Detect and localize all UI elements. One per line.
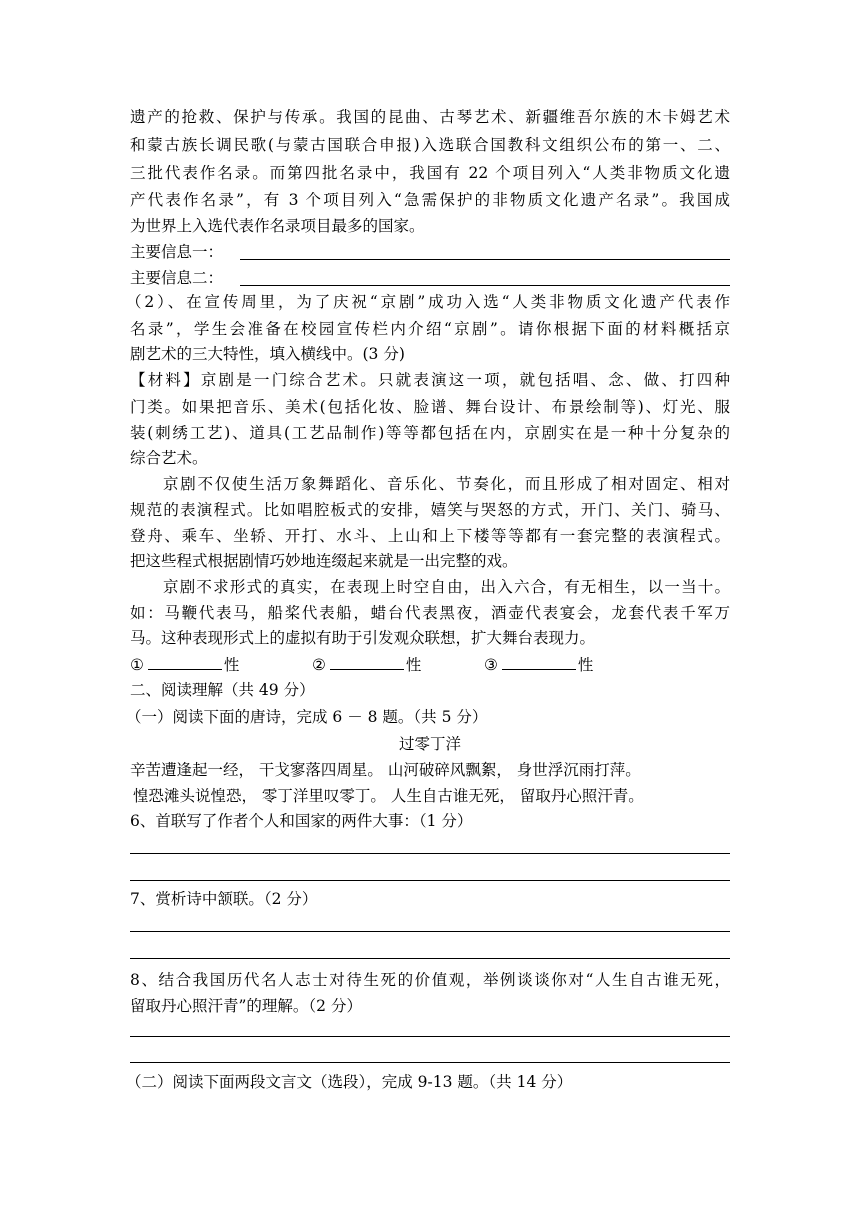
blank-number: ② (312, 656, 326, 674)
material-line-3: 装(刺绣工艺)、道具(工艺品制作)等等都包括在内，京剧实在是一种十分复杂的 (130, 424, 730, 442)
blank-suffix: 性 (223, 656, 240, 674)
q2-line-2: 名录”，学生会准备在校园宣传栏内介绍“京剧”。请你根据下面的材料概括京 (130, 320, 730, 338)
intro-line-4: 产代表作名录”，有 3 个项目列入“急需保护的非物质文化遗产名录”。我国成 (130, 191, 730, 209)
info2-answer-line[interactable] (240, 285, 730, 286)
intro-line-3: 三批代表作名录。而第四批名录中，我国有 22 个项目列入“人类非物质文化遗 (130, 164, 730, 182)
poem-line-2: 惶恐滩头说惶恐， 零丁洋里叹零丁。 人生自古谁无死， 留取丹心照汗青。 (133, 787, 644, 805)
blank-item-3 (484, 655, 593, 675)
q7-answer-line-1[interactable] (130, 931, 730, 932)
q6-text: 6、首联写了作者个人和国家的两件大事：（1 分） (130, 812, 473, 830)
q7-text: 7、赏析诗中颔联。（2 分） (130, 890, 318, 908)
info2-label: 主要信息二： (130, 269, 224, 287)
section2-title: 二、阅读理解（共 49 分） (130, 681, 315, 699)
q8-answer-line-2[interactable] (130, 1062, 730, 1063)
intro-line-5: 为世界上入选代表作名录项目最多的国家。 (130, 217, 425, 235)
blank-number: ① (130, 656, 144, 674)
q8-line-1: 8、结合我国历代名人志士对待生死的价值观，举例谈谈你对“人生自古谁无死， (130, 971, 730, 989)
intro-line-2: 和蒙古族长调民歌(与蒙古国联合申报)入选联合国教科文组织公布的第一、二、 (130, 136, 730, 154)
q8-line-2: 留取丹心照汗青”的理解。（2 分） (130, 997, 362, 1015)
blank-item-1 (130, 655, 239, 675)
info1-answer-line[interactable] (240, 259, 730, 260)
material-line-4: 综合艺术。 (130, 449, 208, 467)
para3-line-3: 马。这种表现形式上的虚拟有助于引发观众联想，扩大舞台表现力。 (130, 629, 596, 647)
para2-line-4: 把这些程式根据剧情巧妙地连缀起来就是一出完整的戏。 (130, 552, 518, 570)
q6-answer-line-2[interactable] (130, 880, 730, 881)
para2-line-3: 登舟、乘车、坐轿、开打、水斗、上山和上下楼等等都有一套完整的表演程式。 (130, 527, 730, 545)
blank-answer-field[interactable] (330, 655, 404, 670)
poem-line-1: 辛苦遭逢起一经， 干戈寥落四周星。 山河破碎风飘絮， 身世浮沉雨打萍。 (130, 761, 641, 779)
para2-line-2: 规范的表演程式。比如唱腔板式的安排，嬉笑与哭怒的方式，开门、关门、骑马、 (130, 501, 730, 519)
para2-line-1: 京剧不仅使生活万象舞蹈化、音乐化、节奏化，而且形成了相对固定、相对 (163, 475, 730, 493)
info1-label: 主要信息一： (130, 243, 224, 261)
part1-title: （一）阅读下面的唐诗，完成 6 － 8 题。（共 5 分） (126, 708, 488, 726)
blank-item-2 (312, 655, 421, 675)
q8-answer-line-1[interactable] (130, 1036, 730, 1037)
blank-suffix: 性 (405, 656, 422, 674)
q7-answer-line-2[interactable] (130, 958, 730, 959)
blank-answer-field[interactable] (502, 655, 576, 670)
poem-title: 过零丁洋 (398, 735, 461, 753)
blank-suffix: 性 (577, 656, 594, 674)
blank-answer-field[interactable] (148, 655, 222, 670)
para3-line-2: 如：马鞭代表马，船桨代表船，蜡台代表黑夜，酒壶代表宴会，龙套代表千军万 (130, 604, 730, 622)
material-line-1: 【材料】京剧是一门综合艺术。只就表演这一项，就包括唱、念、做、打四种 (130, 371, 730, 389)
blank-number: ③ (484, 656, 498, 674)
q2-line-1: （2）、在宣传周里，为了庆祝“京剧”成功入选“人类非物质文化遗产代表作 (126, 293, 730, 311)
part2-title: （二）阅读下面两段文言文（选段），完成 9-13 题。（共 14 分） (126, 1073, 573, 1091)
para3-line-1: 京剧不求形式的真实，在表现上时空自由，出入六合，有无相生，以一当十。 (163, 578, 730, 596)
q6-answer-line-1[interactable] (130, 853, 730, 854)
q2-line-3: 剧艺术的三大特性，填入横线中。(3 分) (130, 345, 405, 363)
material-line-2: 门类。如果把音乐、美术(包括化妆、脸谱、舞台设计、布景绘制等)、灯光、服 (130, 398, 730, 416)
intro-line-1: 遗产的抢救、保护与传承。我国的昆曲、古琴艺术、新疆维吾尔族的木卡姆艺术 (130, 108, 730, 126)
